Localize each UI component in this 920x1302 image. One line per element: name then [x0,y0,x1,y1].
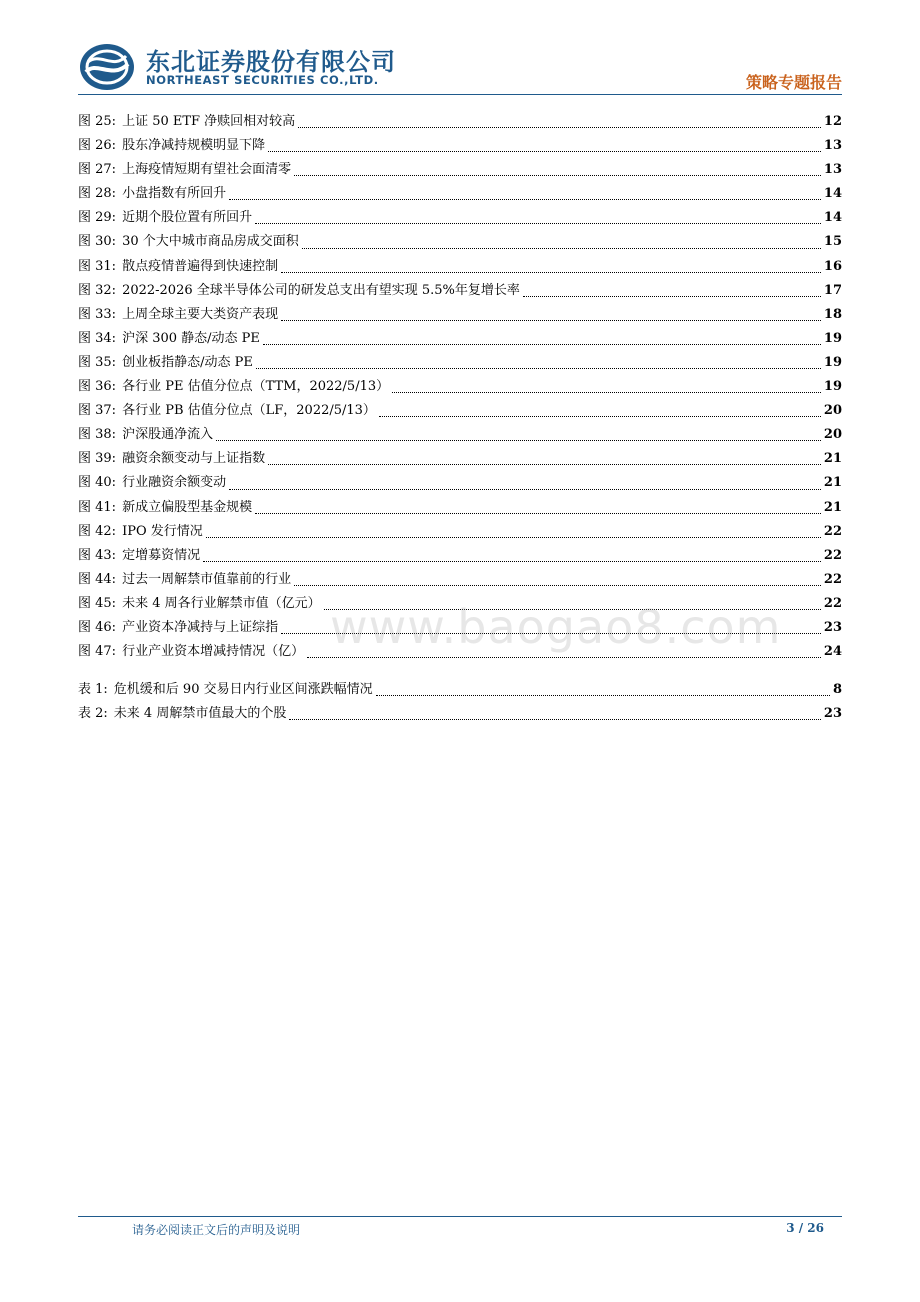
entry-title: 行业产业资本增减持情况（亿） [122,644,305,660]
entry-title: 小盘指数有所回升 [122,186,227,202]
dot-leader [268,447,821,471]
figure-entry[interactable] [78,496,842,520]
dot-leader [256,351,821,375]
entry-title: 沪深 300 静态/动态 PE [122,330,260,346]
entry-title: 过去一周解禁市值靠前的行业 [122,571,292,587]
entry-number: 图 46: [78,619,117,635]
entry-title: 30 个大中城市商品房成交面积 [122,234,299,250]
table-entry[interactable] [78,678,842,702]
entry-title: 上证 50 ETF 净赎回相对较高 [122,114,296,129]
entry-page-number: 13 [823,138,842,154]
figure-entry[interactable] [78,158,842,182]
entry-title: 新成立偏股型基金规模 [122,499,253,515]
entry-number: 图 47: [78,644,117,660]
dot-leader [229,471,821,495]
entry-page-number: 14 [823,186,842,202]
entry-page-number: 20 [823,403,842,419]
entry-title: 危机缓和后 90 交易日内行业区间涨跌幅情况 [113,682,373,698]
figure-entry[interactable] [78,520,842,544]
dot-leader [376,678,830,702]
entry-title: 近期个股位置有所回升 [122,210,253,226]
dot-leader [302,230,821,254]
entry-number: 图 32: [78,282,117,298]
figure-entry[interactable] [78,182,842,206]
figure-entry[interactable] [78,279,842,303]
report-type-label: 策略专题报告 [745,73,842,92]
figure-entry[interactable] [78,327,842,351]
entry-number: 图 42: [78,523,117,539]
entry-title: 上海疫情短期有望社会面清零 [122,162,292,178]
entry-title: 各行业 PB 估值分位点（LF，2022/5/13） [122,403,376,419]
entry-number: 表 1: [78,682,108,698]
entry-number: 图 38: [78,427,117,443]
entry-title: 融资余额变动与上证指数 [122,451,266,467]
entry-number: 图 43: [78,547,117,563]
entry-title: IPO 发行情况 [122,523,203,539]
dot-leader [229,182,821,206]
entry-number: 图 27: [78,162,117,178]
header-divider [78,94,842,95]
entry-number: 图 26: [78,138,117,154]
figure-entry[interactable] [78,375,842,399]
entry-number: 图 45: [78,595,117,611]
dot-leader [379,399,821,423]
figure-entry[interactable] [78,303,842,327]
entry-title: 沪深股通净流入 [122,427,214,443]
entry-page-number: 17 [823,282,842,298]
entry-title: 各行业 PE 估值分位点（TTM，2022/5/13） [122,379,390,395]
dot-leader [289,702,821,726]
entry-title: 未来 4 周各行业解禁市值（亿元） [122,595,321,611]
entry-number: 图 35: [78,354,117,370]
dot-leader [203,544,821,568]
table-list [78,678,842,726]
entry-page-number: 22 [823,523,842,539]
entry-page-number: 19 [823,330,842,346]
footer-disclaimer: 请务必阅读正文后的声明及说明 [132,1223,301,1237]
dot-leader [294,568,821,592]
entry-page-number: 16 [823,258,842,274]
entry-page-number: 22 [823,571,842,587]
entry-page-number: 13 [823,162,842,178]
entry-title: 创业板指静态/动态 PE [122,354,253,370]
entry-title: 2022-2026 全球半导体公司的研发总支出有望实现 5.5%年复增长率 [122,282,520,298]
figure-entry[interactable] [78,351,842,375]
figure-entry[interactable] [78,230,842,254]
list-gap [78,664,842,678]
dot-leader [263,327,821,351]
entry-number: 图 29: [78,210,117,226]
figure-entry[interactable] [78,134,842,158]
figure-list [78,110,842,664]
entry-page-number: 14 [823,210,842,226]
entry-number: 图 25: [78,114,117,129]
figure-entry[interactable] [78,399,842,423]
entry-title: 产业资本净减持与上证综指 [122,619,279,635]
entry-page-number: 8 [832,682,842,698]
company-logo-icon [78,42,136,92]
entry-number: 图 41: [78,499,117,515]
dot-leader [268,134,821,158]
figure-entry[interactable] [78,568,842,592]
watermark-text: www.baogao8.com [330,600,782,654]
table-entry[interactable] [78,702,842,726]
entry-page-number: 15 [823,234,842,250]
footer-divider [78,1216,842,1217]
entry-number: 图 39: [78,451,117,467]
entry-number: 图 44: [78,571,117,587]
entry-number: 图 31: [78,258,117,274]
entry-title: 上周全球主要大类资产表现 [122,306,279,322]
figure-entry[interactable] [78,447,842,471]
entry-page-number: 24 [823,644,842,660]
entry-title: 股东净减持规模明显下降 [122,138,266,154]
figure-entry[interactable] [78,110,842,134]
company-name-cn: 东北证券股份有限公司 [146,48,396,76]
entry-page-number: 22 [823,547,842,563]
page-header [78,40,842,92]
figure-entry[interactable] [78,206,842,230]
dot-leader [523,279,821,303]
entry-title: 散点疫情普遍得到快速控制 [122,258,279,274]
dot-leader [298,110,821,134]
dot-leader [281,303,821,327]
entry-number: 图 33: [78,306,117,322]
entry-page-number: 21 [823,475,842,491]
dot-leader [281,255,821,279]
entry-number: 图 30: [78,234,117,250]
figure-entry[interactable] [78,544,842,568]
dot-leader [255,206,821,230]
entry-number: 表 2: [78,706,108,722]
entry-page-number: 19 [823,354,842,370]
entry-title: 行业融资余额变动 [122,475,227,491]
entry-page-number: 23 [823,706,842,722]
entry-page-number: 23 [823,619,842,635]
entry-page-number: 22 [823,595,842,611]
dot-leader [216,423,821,447]
entry-number: 图 37: [78,403,117,419]
entry-title: 未来 4 周解禁市值最大的个股 [113,706,287,722]
dot-leader [294,158,821,182]
entry-title: 定增募资情况 [122,547,201,563]
company-name-en: NORTHEAST SECURITIES CO.,LTD. [146,73,379,87]
entry-number: 图 36: [78,379,117,395]
entry-page-number: 19 [823,379,842,395]
entry-page-number: 21 [823,451,842,467]
entry-page-number: 18 [823,306,842,322]
entry-number: 图 40: [78,475,117,491]
entry-page-number: 12 [823,114,842,129]
figure-entry[interactable] [78,255,842,279]
figure-entry[interactable] [78,423,842,447]
entry-number: 图 34: [78,330,117,346]
page-number: 3 / 26 [786,1221,824,1235]
dot-leader [392,375,821,399]
dot-leader [255,496,821,520]
dot-leader [206,520,821,544]
entry-page-number: 20 [823,427,842,443]
figure-entry[interactable] [78,471,842,495]
entry-page-number: 21 [823,499,842,515]
entry-number: 图 28: [78,186,117,202]
